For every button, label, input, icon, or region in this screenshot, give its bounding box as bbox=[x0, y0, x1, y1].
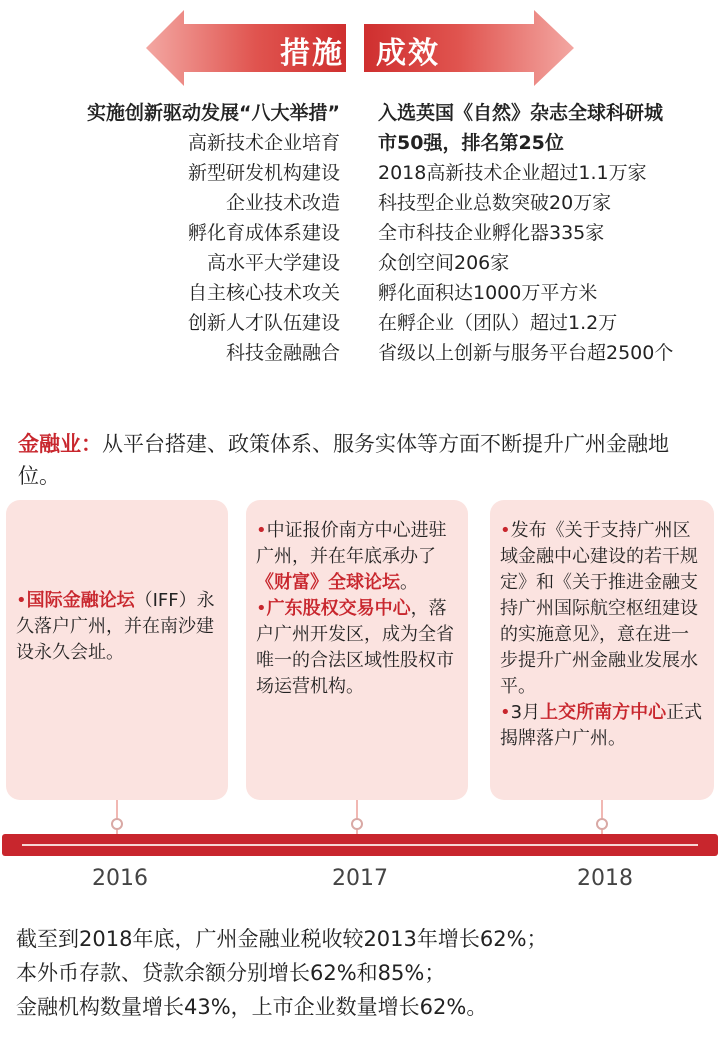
card-2018-bullet-1 bbox=[500, 518, 706, 700]
summary-line: 截至到2018年底，广州金融业税收较2013年增长62%； bbox=[16, 927, 548, 951]
card-2016 bbox=[6, 500, 228, 800]
year-label-2017: 2017 bbox=[332, 866, 388, 891]
bullet: • bbox=[256, 598, 267, 619]
result-item: 众创空间206家 bbox=[378, 252, 510, 274]
measures-title: 实施创新驱动发展“八大举措” bbox=[87, 102, 340, 124]
timeline-dot-2017 bbox=[351, 818, 363, 830]
measure-item: 高水平大学建设 bbox=[206, 252, 340, 274]
year-label-2018: 2018 bbox=[577, 866, 633, 891]
card-2018-body bbox=[500, 518, 706, 752]
finance-key: 金融业： bbox=[18, 432, 102, 456]
measures-list bbox=[20, 98, 340, 368]
card-2018-b2-pre: 3月 bbox=[510, 702, 541, 723]
finance-heading bbox=[18, 428, 708, 492]
card-2018-b2-text: 正式揭牌落户广州。 bbox=[500, 702, 703, 749]
summary-line: 金融机构数量增长43%，上市企业数量增长62%。 bbox=[16, 995, 488, 1019]
results-title-line1: 入选英国《自然》杂志全球科研城 bbox=[378, 102, 664, 124]
card-2018 bbox=[490, 500, 714, 800]
result-item: 省级以上创新与服务平台超2500个 bbox=[378, 342, 674, 364]
year-label-2016: 2016 bbox=[92, 866, 148, 891]
card-2017-bullet-2 bbox=[256, 596, 460, 700]
result-item: 2018高新技术企业超过1.1万家 bbox=[378, 162, 647, 184]
results-list bbox=[378, 98, 708, 368]
result-item: 科技型企业总数突破20万家 bbox=[378, 192, 612, 214]
bullet: • bbox=[16, 590, 27, 611]
results-label: 成效 bbox=[376, 36, 440, 71]
summary-line: 本外币存款、贷款余额分别增长62%和85%； bbox=[16, 961, 446, 985]
measures-label: 措施 bbox=[280, 36, 344, 71]
card-2017-b1-text: 中证报价南方中心进驻广州，并在年底承办了 bbox=[256, 520, 447, 567]
highlight-sse-south: 上交所南方中心 bbox=[540, 702, 667, 723]
highlight-iff: 国际金融论坛 bbox=[26, 590, 135, 611]
measure-item: 新型研发机构建设 bbox=[187, 162, 340, 184]
measure-item: 自主核心技术攻关 bbox=[187, 282, 340, 304]
result-item: 孵化面积达1000万平方米 bbox=[378, 282, 598, 304]
measure-item: 科技金融融合 bbox=[225, 342, 340, 364]
results-title-line2: 市50强，排名第25位 bbox=[378, 132, 564, 154]
card-2016-body bbox=[16, 588, 220, 666]
measure-item: 高新技术企业培育 bbox=[187, 132, 340, 154]
bullet: • bbox=[256, 520, 267, 541]
measure-item: 企业技术改造 bbox=[225, 192, 340, 214]
timeline-dot-2016 bbox=[111, 818, 123, 830]
result-item: 全市科技企业孵化器335家 bbox=[378, 222, 605, 244]
card-2016-text: （IFF）永久落户广州，并在南沙建设永久会址。 bbox=[16, 590, 215, 663]
timeline-bar-line bbox=[22, 844, 698, 846]
bullet: • bbox=[500, 520, 511, 541]
measures-arrow bbox=[146, 10, 346, 86]
bullet: • bbox=[500, 702, 511, 723]
results-arrow bbox=[364, 10, 574, 86]
summary bbox=[16, 922, 716, 1024]
card-2017-b1-tail: 。 bbox=[400, 572, 418, 593]
card-2018-b1-text: 发布《关于支持广州区域金融中心建设的若干规定》和《关于推进金融支持广州国际航空枢纽建设的实施意见》，意在进一步提升广州金融业发展水平。 bbox=[500, 520, 698, 697]
result-item: 在孵企业（团队）超过1.2万 bbox=[378, 312, 618, 334]
highlight-equity-center: 广东股权交易中心 bbox=[266, 598, 411, 619]
measure-item: 创新人才队伍建设 bbox=[187, 312, 340, 334]
card-2017-b2-text: ，落户广州开发区，成为全省唯一的合法区域性股权市场运营机构。 bbox=[256, 598, 454, 697]
card-2017-body bbox=[256, 518, 460, 700]
card-2017 bbox=[246, 500, 468, 800]
highlight-fortune: 《财富》全球论坛 bbox=[256, 572, 400, 593]
card-2017-bullet-1 bbox=[256, 518, 460, 596]
card-2018-bullet-2 bbox=[500, 700, 706, 752]
finance-text: 从平台搭建、政策体系、服务实体等方面不断提升广州金融地位。 bbox=[18, 432, 669, 488]
timeline-bar bbox=[2, 834, 718, 856]
timeline-dot-2018 bbox=[596, 818, 608, 830]
measure-item: 孵化育成体系建设 bbox=[187, 222, 340, 244]
